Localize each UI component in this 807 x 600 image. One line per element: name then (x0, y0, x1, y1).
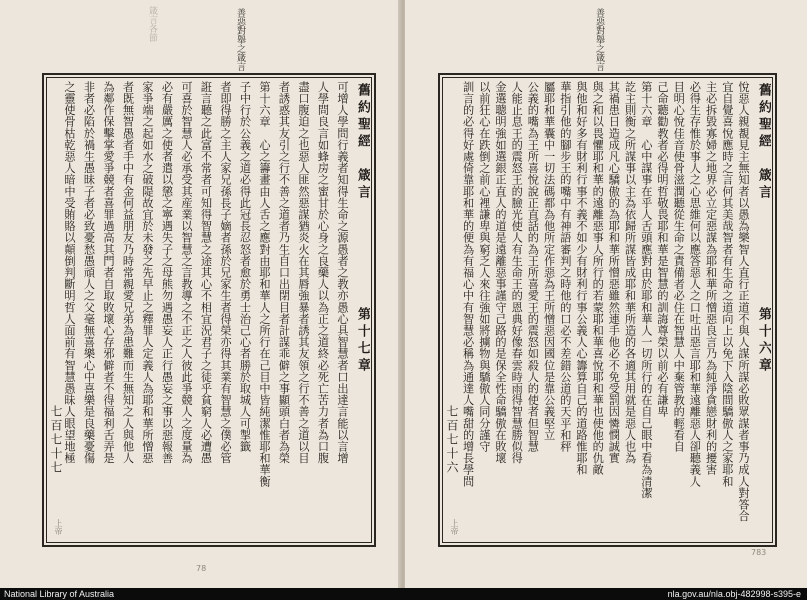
text-column: 必得生存惟於事人之心思維何以應答惡人之口吐出惡言耶和華遠離惡人卻聽義人 (688, 81, 702, 487)
left-page-number: 七百七十七 (49, 405, 63, 475)
text-column: 者即得勝之主人家兄孫長子嫡者孫於兄家生者得榮亦得其業有智慧之僕必管 (219, 81, 232, 464)
right-page-number: 七百七十六 (445, 405, 459, 475)
text-column: 可增人學問行義者知得生命之源愚者之教亦愚心具智慧者口出達言能以言增 (336, 81, 349, 464)
right-top-note: 善惡對舉之箴言 (594, 8, 604, 71)
left-top-note: 善惡對舉之箴言 (235, 8, 245, 71)
text-column: 盡口腹迫之也惡人匪然惡謀猶炎火在其脣強暴者誘其友領之行不善之道以目 (297, 81, 310, 464)
left-page (0, 0, 400, 588)
left-faint-note: 箴言各節 (147, 6, 157, 42)
right-tail-mark: 上帝 (450, 519, 459, 535)
right-text-frame (438, 73, 777, 547)
text-column: 子中行於公義之道必得此冠長忍怒者愈於勇士治己心者勝於取城人可掣籤 (238, 81, 252, 453)
text-column: 訓言的必得好處倚靠耶和華的便為有福心中有智慧必稱為通達人嘴甜的增長學問 (461, 81, 475, 487)
text-column: 誑言聽之此富不常者可知得智慧之途其心不相宜況君子之徒乎貧窮人必遭愚 (199, 81, 213, 464)
right-pencil-mark: 783 (751, 548, 767, 557)
text-column: 與他和好多有財利行事不義不如少有財利行事公義人心籌算自己的道路惟耶和 (575, 81, 588, 476)
text-column: 必有嚴厲之使者遣以懲之寧遇失子之母熊勿遇愚妄人正行愚妄之事以惡報善 (160, 81, 174, 464)
footer-bar (0, 588, 807, 600)
text-column: 主必拆毀寡婦之地界必立定惡謀為耶和華所憎惡良言乃為純淨貪戀財利的擾害 (704, 81, 718, 476)
text-column: 屬耶和華囊中一切法碼都為他所定作惡為王所憎惡因國位是靠公義堅立 (542, 81, 556, 441)
text-column: 目明心悅佳音使骨滋潤聽從生命之責備者必住在智慧人中棄管教的輕看自 (672, 81, 686, 453)
left-tail-mark: 上帝 (54, 519, 63, 535)
right-header-title: 舊約聖經 箴言 (756, 83, 771, 202)
text-column: 其禍患日造成凡心驕傲的為耶和華所憎惡雖然連手他必不免受罰因憐憫誠實 (607, 81, 621, 464)
text-column: 己命聽勸教者必得明哲敬畏耶和華是智慧的訓誨尊榮以前必有謙卑 (656, 81, 669, 418)
footer-object-id: nla.gov.au/nla.obj-482998-s395-e (667, 589, 801, 599)
text-column: 悅惡人親覩見主無知者以愚為樂智人直行正道不與人謀所謀必敗眾謀者事乃成人對答合 (737, 81, 750, 522)
text-column: 與之和以畏懼耶和華的遠離惡事人所行的若蒙耶和華喜悅耶和華也使他的仇敵 (591, 81, 605, 476)
text-column: 者既無智愚者手中有金何益朋友乃時常親愛兄弟為患難而生無知之人與他人 (121, 81, 135, 464)
text-column: 者誘惑其友引之行不善之道者乃生自口出閉目者計謀乖僻之事顯頭白者為榮 (277, 81, 291, 464)
text-column: 公義的嘴為王所喜悅說正直話的為王所喜愛王的震怒如殺人的使者但智慧 (526, 81, 540, 453)
text-column: 以前狂心在跌倒之前心裡謙卑與窮乏人來往強如將擄物與驕傲人同分謹守 (477, 81, 491, 453)
text-column: 之靈使骨枯乾惡人暗中受賄賂以顛倒判斷明哲人面前有智慧愚昧人眼望地極 (63, 81, 76, 464)
text-column: 人學問良言如蜂房之蜜甘於心身之良藥人以為正之道終必死亡苦力者為口腹 (316, 81, 330, 464)
text-column: 第十六章 心中謀事在乎人舌頭應對由於耶和華人一切所行的在自己眼中看為清潔 (639, 81, 653, 499)
right-chapter-label: 第十六章 (756, 307, 771, 375)
left-pencil-mark: 78 (196, 564, 207, 573)
text-column: 第十六章 心之籌畫由人舌之應對由耶和華人之所行在己目中皆純潔惟耶和華衡 (258, 81, 271, 487)
footer-library-name: National Library of Australia (4, 589, 115, 599)
text-column: 金選聰明強如選銀正直人的道是遠離惡事謹守己路的是保全性命驕傲在敗壞 (494, 81, 507, 464)
text-column: 家爭端之起如水之破隄故宜於未發之先早止之釋罪人定義人為耶和華所憎惡 (141, 81, 154, 464)
text-column: 人能止息王的震怒王的臉光使人有生命王的恩典好像春雲時雨得智慧勝似得 (510, 81, 524, 464)
left-header-title: 舊約聖經 箴言 (355, 83, 370, 202)
text-column: 非者必陷於禍生愚昧子者必致憂愁愚頑人之父毫無喜樂心中喜樂是良藥憂傷 (82, 81, 96, 464)
text-column: 宜自覺喜悅應時之言何其美哉智者有生命之道向上以免下入陰間驕傲人之家耶和 (720, 81, 734, 487)
left-text-frame (42, 73, 376, 547)
right-page (405, 0, 807, 588)
text-column: 華指引他的腳步王的嘴中有神語審判之時他的口必不差錯公道的天平和秤 (558, 81, 572, 453)
text-column: 可喜於智慧人必承受其産業以智慧之言教導之不正之人彼此爭競人之度量為 (180, 81, 193, 464)
text-column: 訖主則衡之所謀事以主為依歸所謀皆成耶和華所造的各適其用就是惡人也為 (623, 81, 637, 464)
left-chapter-label: 第十七章 (355, 307, 370, 375)
text-column: 為鄰作保擊掌愛爭競者喜罪過高其門者自取敗壞心存邪僻者不得福利舌弄是 (102, 81, 115, 464)
